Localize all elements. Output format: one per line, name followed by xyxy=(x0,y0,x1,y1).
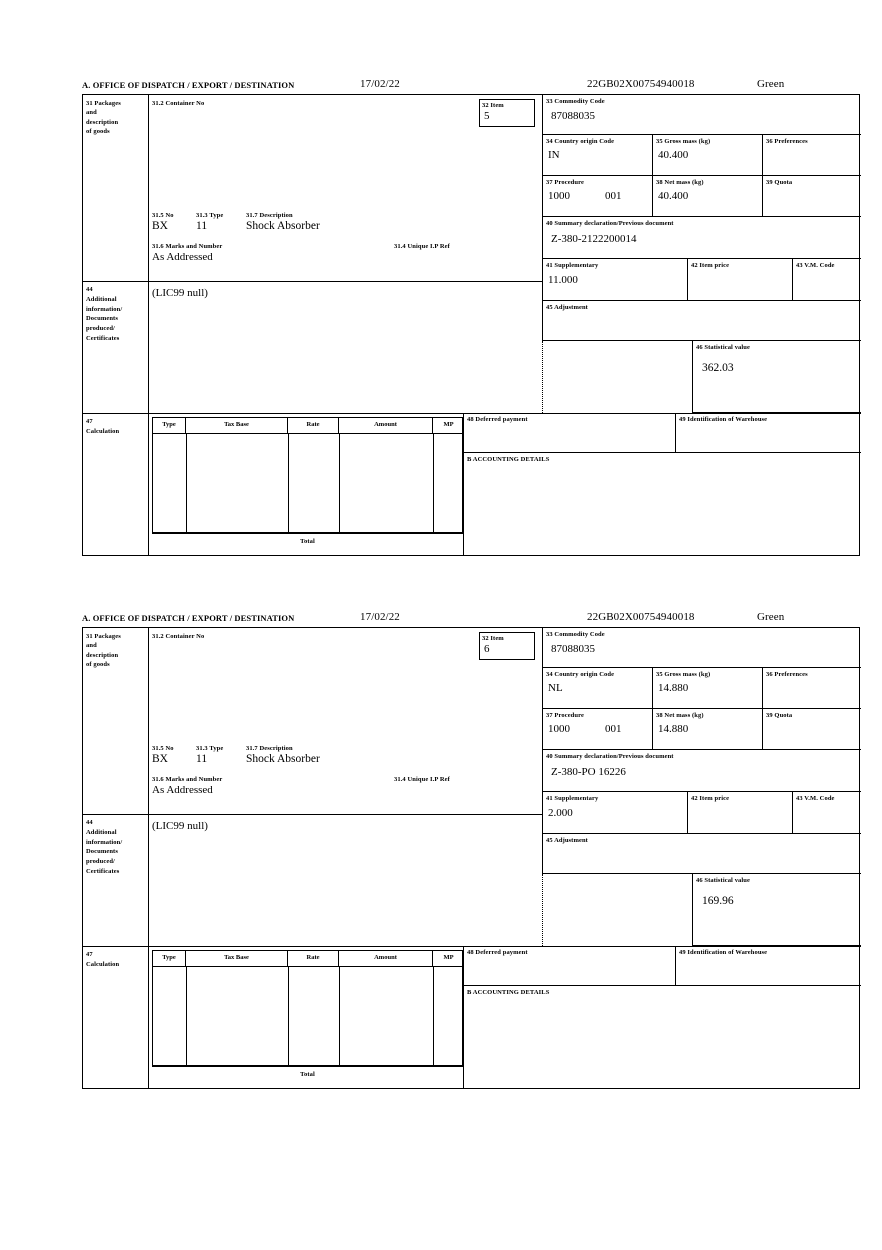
field-40-label: 40 Summary declaration/Previous document xyxy=(546,220,674,227)
field-41-label: 41 Supplementary xyxy=(546,262,599,269)
net-mass-value: 40.400 xyxy=(658,190,689,203)
quota-value xyxy=(763,187,861,190)
supplementary-value: 2.000 xyxy=(548,807,573,820)
calculation-table xyxy=(152,950,463,1066)
cell-divider-4 xyxy=(433,967,434,1067)
total-label: Total xyxy=(300,538,315,545)
field-48-cell xyxy=(463,413,675,453)
additional-information-value: (LIC99 null) xyxy=(152,287,208,299)
field-38-cell xyxy=(652,709,762,750)
field-32-label: 32 Item xyxy=(482,635,504,642)
declaration-box xyxy=(82,94,860,556)
previous-document-value: Z-380-2122200014 xyxy=(551,233,637,246)
field-36-cell xyxy=(762,135,861,176)
field-31-3-label: 31.3 Type xyxy=(196,745,224,752)
cell-divider-1 xyxy=(186,434,187,534)
field-34-cell xyxy=(542,135,652,176)
procedure-value: 1000 xyxy=(548,190,570,203)
field-46-cell xyxy=(692,341,861,413)
net-mass-value: 14.880 xyxy=(658,723,689,736)
field-31-5-label: 31.5 No xyxy=(152,212,174,219)
item-number-value: 6 xyxy=(484,643,490,656)
field-49-label: 49 Identification of Warehouse xyxy=(679,416,768,423)
field-33-cell xyxy=(542,628,861,668)
field-31-4-label: 31.4 Unique I.P Ref xyxy=(394,776,450,783)
field-47-label: 47 Calculation xyxy=(86,418,120,435)
cell-divider-2 xyxy=(288,967,289,1067)
procedure-extra-value: 001 xyxy=(605,723,622,736)
total-divider xyxy=(152,533,463,534)
accounting-details-label: B ACCOUNTING DETAILS xyxy=(467,989,550,996)
office-of-dispatch-label: A. OFFICE OF DISPATCH / EXPORT / DESTINATION xyxy=(82,613,295,623)
item-price-value xyxy=(688,270,792,274)
column-header-rate: Rate xyxy=(288,951,339,967)
field-32-item-box xyxy=(479,99,535,127)
office-of-dispatch-label: A. OFFICE OF DISPATCH / EXPORT / DESTINATION xyxy=(82,80,295,90)
divider-under-goods xyxy=(83,281,543,282)
field-41-cell xyxy=(542,259,687,301)
dotted-divider-46 xyxy=(542,341,543,413)
statistical-value-value: 362.03 xyxy=(702,362,734,375)
vm-code-value xyxy=(793,803,861,807)
cell-divider-3 xyxy=(339,967,340,1067)
divider-44-left xyxy=(148,814,149,946)
field-31-7-label: 31.7 Description xyxy=(246,745,293,752)
deferred-payment-value xyxy=(464,424,675,427)
field-34-label: 34 Country origin Code xyxy=(546,138,615,145)
column-header-type: Type xyxy=(153,951,186,967)
divider-under-goods xyxy=(83,814,543,815)
field-42-cell xyxy=(687,259,792,301)
field-31-4-label: 31.4 Unique I.P Ref xyxy=(394,243,450,250)
calculation-total-row xyxy=(152,1066,463,1086)
country-origin-code-value: IN xyxy=(548,149,560,162)
field-b-accounting-cell xyxy=(463,453,861,556)
field-38-cell xyxy=(652,176,762,217)
procedure-extra-value: 001 xyxy=(605,190,622,203)
field-33-cell xyxy=(542,95,861,135)
item-number-value: 5 xyxy=(484,110,490,123)
field-31-5-label: 31.5 No xyxy=(152,745,174,752)
field-40-label: 40 Summary declaration/Previous document xyxy=(546,753,674,760)
field-46-label: 46 Statistical value xyxy=(696,877,750,884)
column-header-amount: Amount xyxy=(339,951,433,967)
field-33-label: 33 Commodity Code xyxy=(546,631,605,638)
declaration-date: 17/02/22 xyxy=(360,611,400,623)
calculation-table xyxy=(152,417,463,533)
marks-and-number-value: As Addressed xyxy=(152,251,213,263)
commodity-code-value: 87088035 xyxy=(551,110,595,123)
field-49-label: 49 Identification of Warehouse xyxy=(679,949,768,956)
divider-47-left xyxy=(148,413,149,556)
field-31-label: 31 Packages and description of goods xyxy=(86,100,121,136)
divider-31-left xyxy=(148,95,149,281)
packages-no-value: BX xyxy=(152,753,168,765)
statistical-value-value: 169.96 xyxy=(702,895,734,908)
field-31-label: 31 Packages and description of goods xyxy=(86,633,121,669)
field-46-label: 46 Statistical value xyxy=(696,344,750,351)
field-35-label: 35 Gross mass (kg) xyxy=(656,138,711,145)
field-48-cell xyxy=(463,946,675,986)
field-42-label: 42 Item price xyxy=(691,262,730,269)
packages-type-value: 11 xyxy=(196,753,208,765)
supplementary-value: 11.000 xyxy=(548,274,578,287)
column-header-type: Type xyxy=(153,418,186,434)
packages-no-value: BX xyxy=(152,220,168,232)
gross-mass-value: 14.880 xyxy=(658,682,689,695)
field-32-item-box xyxy=(479,632,535,660)
column-header-mp: MP xyxy=(433,418,464,434)
preferences-value xyxy=(763,679,861,682)
preferences-value xyxy=(763,146,861,149)
quota-value xyxy=(763,720,861,723)
vm-code-value xyxy=(793,270,861,274)
cell-divider-2 xyxy=(288,434,289,534)
field-48-label: 48 Deferred payment xyxy=(467,949,528,956)
sheet-header xyxy=(82,611,862,627)
calculation-total-row xyxy=(152,533,463,553)
field-42-label: 42 Item price xyxy=(691,795,730,802)
field-34-cell xyxy=(542,668,652,709)
column-header-mp: MP xyxy=(433,951,464,967)
goods-description-value: Shock Absorber xyxy=(246,220,320,232)
declaration-box xyxy=(82,627,860,1089)
goods-description-value: Shock Absorber xyxy=(246,753,320,765)
sheet-header xyxy=(82,78,862,94)
cell-divider-1 xyxy=(186,967,187,1067)
field-48-label: 48 Deferred payment xyxy=(467,416,528,423)
additional-information-value: (LIC99 null) xyxy=(152,820,208,832)
field-45-label: 45 Adjustment xyxy=(546,304,588,311)
previous-document-value: Z-380-PO 16226 xyxy=(551,766,626,779)
warehouse-id-value xyxy=(676,424,861,427)
total-divider xyxy=(152,1066,463,1067)
procedure-value: 1000 xyxy=(548,723,570,736)
column-header-amount: Amount xyxy=(339,418,433,434)
field-31-7-label: 31.7 Description xyxy=(246,212,293,219)
field-35-cell xyxy=(652,668,762,709)
field-43-cell xyxy=(792,259,861,301)
accounting-details-label: B ACCOUNTING DETAILS xyxy=(467,456,550,463)
field-43-label: 43 V.M. Code xyxy=(796,262,835,269)
route-status: Green xyxy=(757,78,785,90)
field-39-cell xyxy=(762,709,861,750)
route-status: Green xyxy=(757,611,785,623)
dotted-divider-46 xyxy=(542,874,543,946)
field-35-cell xyxy=(652,135,762,176)
field-43-cell xyxy=(792,792,861,834)
field-41-label: 41 Supplementary xyxy=(546,795,599,802)
deferred-payment-value xyxy=(464,957,675,960)
accounting-details-value xyxy=(464,464,861,467)
item-price-value xyxy=(688,803,792,807)
column-header-rate: Rate xyxy=(288,418,339,434)
field-31-6-label: 31.6 Marks and Number xyxy=(152,243,223,250)
declaration-sheet xyxy=(82,611,862,1089)
field-46-cell xyxy=(692,874,861,946)
field-45-label: 45 Adjustment xyxy=(546,837,588,844)
cell-divider-4 xyxy=(433,434,434,534)
field-40-cell xyxy=(542,217,861,259)
field-35-label: 35 Gross mass (kg) xyxy=(656,671,711,678)
field-39-cell xyxy=(762,176,861,217)
field-40-cell xyxy=(542,750,861,792)
field-36-cell xyxy=(762,668,861,709)
country-origin-code-value: NL xyxy=(548,682,563,695)
field-b-accounting-cell xyxy=(463,986,861,1089)
adjustment-value xyxy=(543,312,861,316)
field-37-cell xyxy=(542,176,652,217)
field-49-cell xyxy=(675,413,861,453)
field-36-label: 36 Preferences xyxy=(766,138,808,145)
field-37-label: 37 Procedure xyxy=(546,179,584,186)
field-45-cell xyxy=(542,834,861,874)
movement-reference-number: 22GB02X00754940018 xyxy=(587,78,695,90)
field-41-cell xyxy=(542,792,687,834)
commodity-code-value: 87088035 xyxy=(551,643,595,656)
movement-reference-number: 22GB02X00754940018 xyxy=(587,611,695,623)
field-33-label: 33 Commodity Code xyxy=(546,98,605,105)
total-label: Total xyxy=(300,1071,315,1078)
field-44-label: 44 Additional information/ Documents produced/ Certificates xyxy=(86,819,123,875)
field-38-label: 38 Net mass (kg) xyxy=(656,712,704,719)
adjustment-value xyxy=(543,845,861,849)
field-38-label: 38 Net mass (kg) xyxy=(656,179,704,186)
declaration-sheet xyxy=(82,78,862,556)
column-header-tax-base: Tax Base xyxy=(186,418,288,434)
field-43-label: 43 V.M. Code xyxy=(796,795,835,802)
field-31-2-label: 31.2 Container No xyxy=(152,100,205,107)
field-37-cell xyxy=(542,709,652,750)
cell-divider-3 xyxy=(339,434,340,534)
packages-type-value: 11 xyxy=(196,220,208,232)
field-49-cell xyxy=(675,946,861,986)
field-34-label: 34 Country origin Code xyxy=(546,671,615,678)
field-45-cell xyxy=(542,301,861,341)
field-39-label: 39 Quota xyxy=(766,179,793,186)
field-32-label: 32 Item xyxy=(482,102,504,109)
divider-47-left xyxy=(148,946,149,1089)
accounting-details-value xyxy=(464,997,861,1000)
field-36-label: 36 Preferences xyxy=(766,671,808,678)
field-31-2-label: 31.2 Container No xyxy=(152,633,205,640)
divider-44-left xyxy=(148,281,149,413)
field-47-label: 47 Calculation xyxy=(86,951,120,968)
declaration-date: 17/02/22 xyxy=(360,78,400,90)
field-42-cell xyxy=(687,792,792,834)
field-44-label: 44 Additional information/ Documents produced/ Certificates xyxy=(86,286,123,342)
field-31-6-label: 31.6 Marks and Number xyxy=(152,776,223,783)
divider-31-left xyxy=(148,628,149,814)
field-31-3-label: 31.3 Type xyxy=(196,212,224,219)
field-39-label: 39 Quota xyxy=(766,712,793,719)
marks-and-number-value: As Addressed xyxy=(152,784,213,796)
field-37-label: 37 Procedure xyxy=(546,712,584,719)
warehouse-id-value xyxy=(676,957,861,960)
column-header-tax-base: Tax Base xyxy=(186,951,288,967)
gross-mass-value: 40.400 xyxy=(658,149,689,162)
